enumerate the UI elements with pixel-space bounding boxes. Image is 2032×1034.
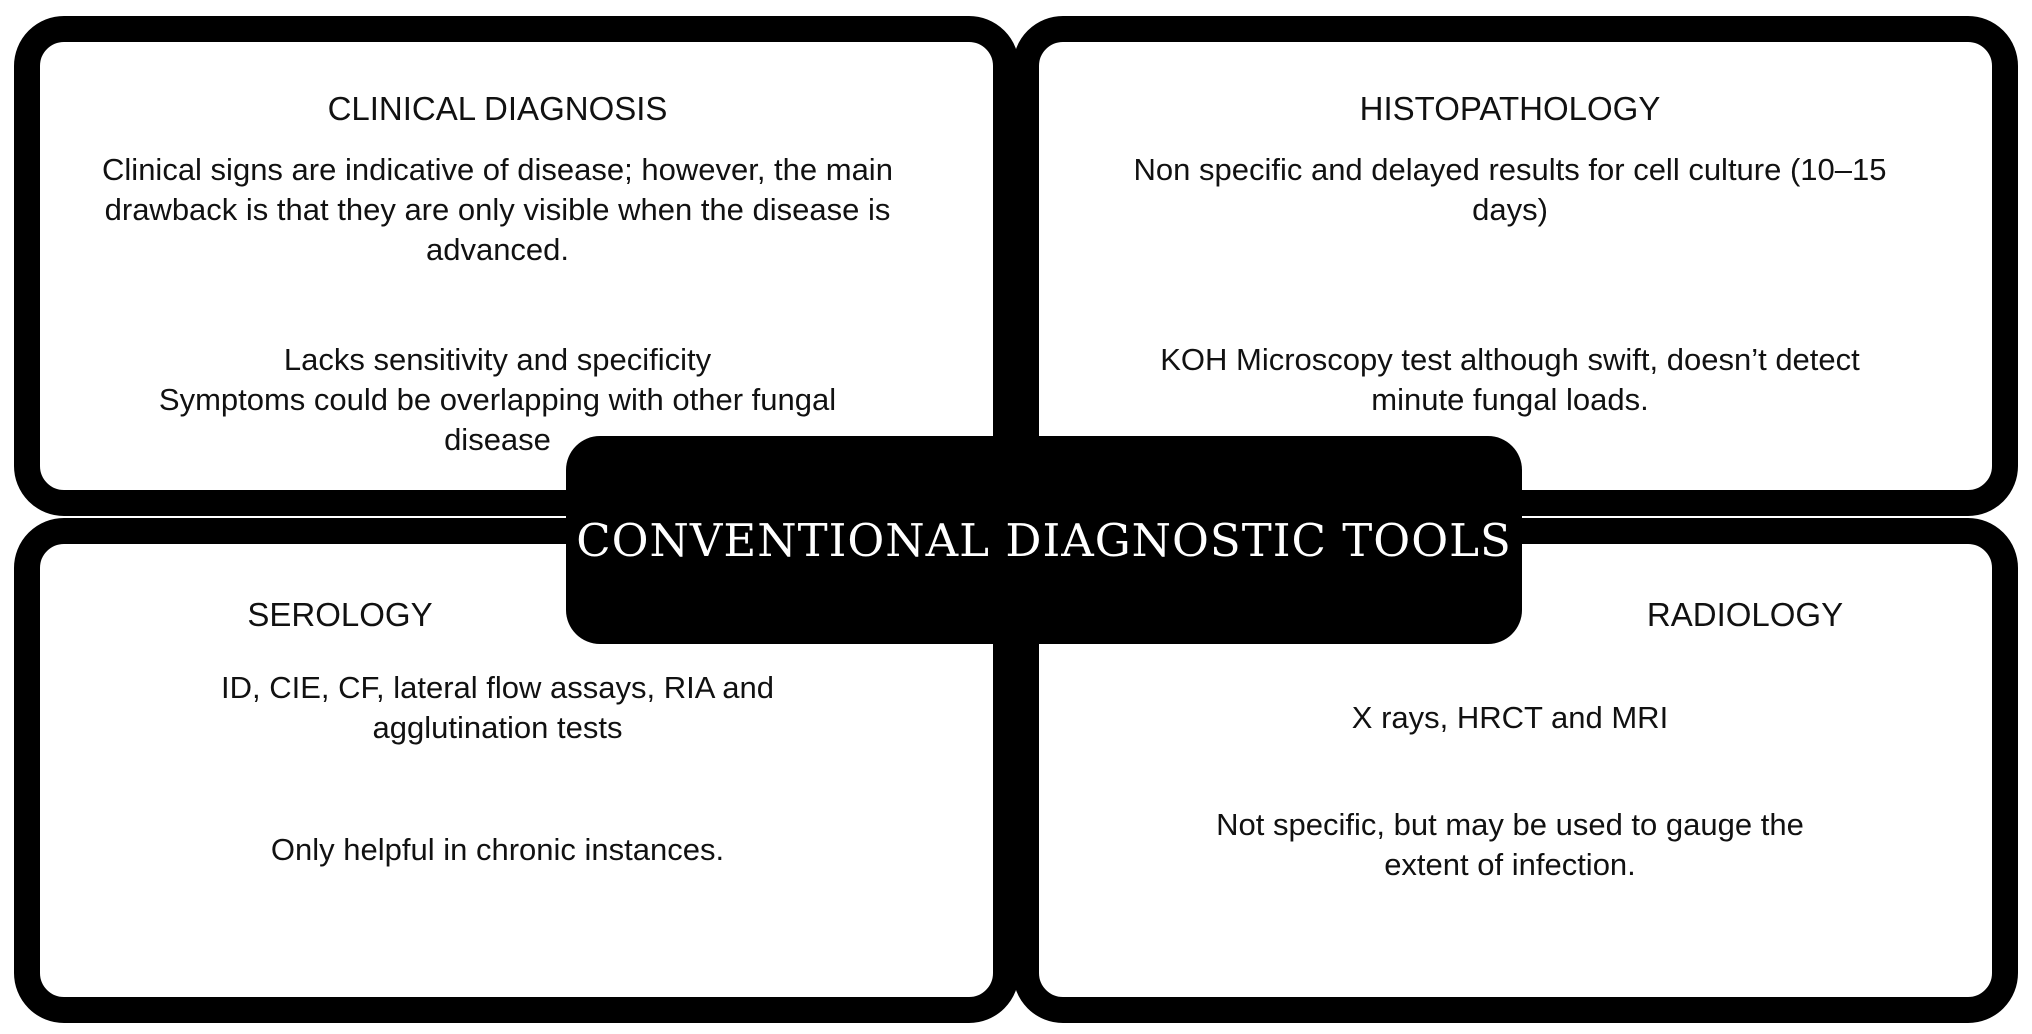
serology-text-tests: ID, CIE, CF, lateral flow assays, RIA and agglutination tests <box>220 670 775 745</box>
histopathology-text-koh: KOH Microscopy test although swift, doesn’t detect minute fungal loads. <box>1160 342 1860 417</box>
radiology-text-modalities: X rays, HRCT and MRI <box>1351 700 1669 735</box>
clinical-diagnosis-heading: CLINICAL DIAGNOSIS <box>327 90 668 127</box>
serology-text-chronic: Only helpful in chronic instances. <box>270 832 725 867</box>
clinical-diagnosis-text-signs: Clinical signs are indicative of disease; however, the main drawback is that they are only visible when the disease is advanced. <box>102 152 893 267</box>
center-title-box <box>566 436 1522 644</box>
serology-heading: SEROLOGY <box>247 596 433 633</box>
histopathology-heading: HISTOPATHOLOGY <box>1359 90 1661 127</box>
center-title: CONVENTIONAL DIAGNOSTIC TOOLS <box>576 513 1512 567</box>
clinical-diagnosis-text-sensitivity: Lacks sensitivity and specificity <box>283 342 712 377</box>
radiology-heading: RADIOLOGY <box>1646 596 1844 633</box>
radiology-text-extent: Not specific, but may be used to gauge the extent of infection. <box>1216 807 1804 882</box>
histopathology-text-culture: Non specific and delayed results for cell culture (10–15 days) <box>1133 152 1887 227</box>
clinical-diagnosis-text-overlap: Symptoms could be overlapping with other fungal disease <box>158 382 837 457</box>
